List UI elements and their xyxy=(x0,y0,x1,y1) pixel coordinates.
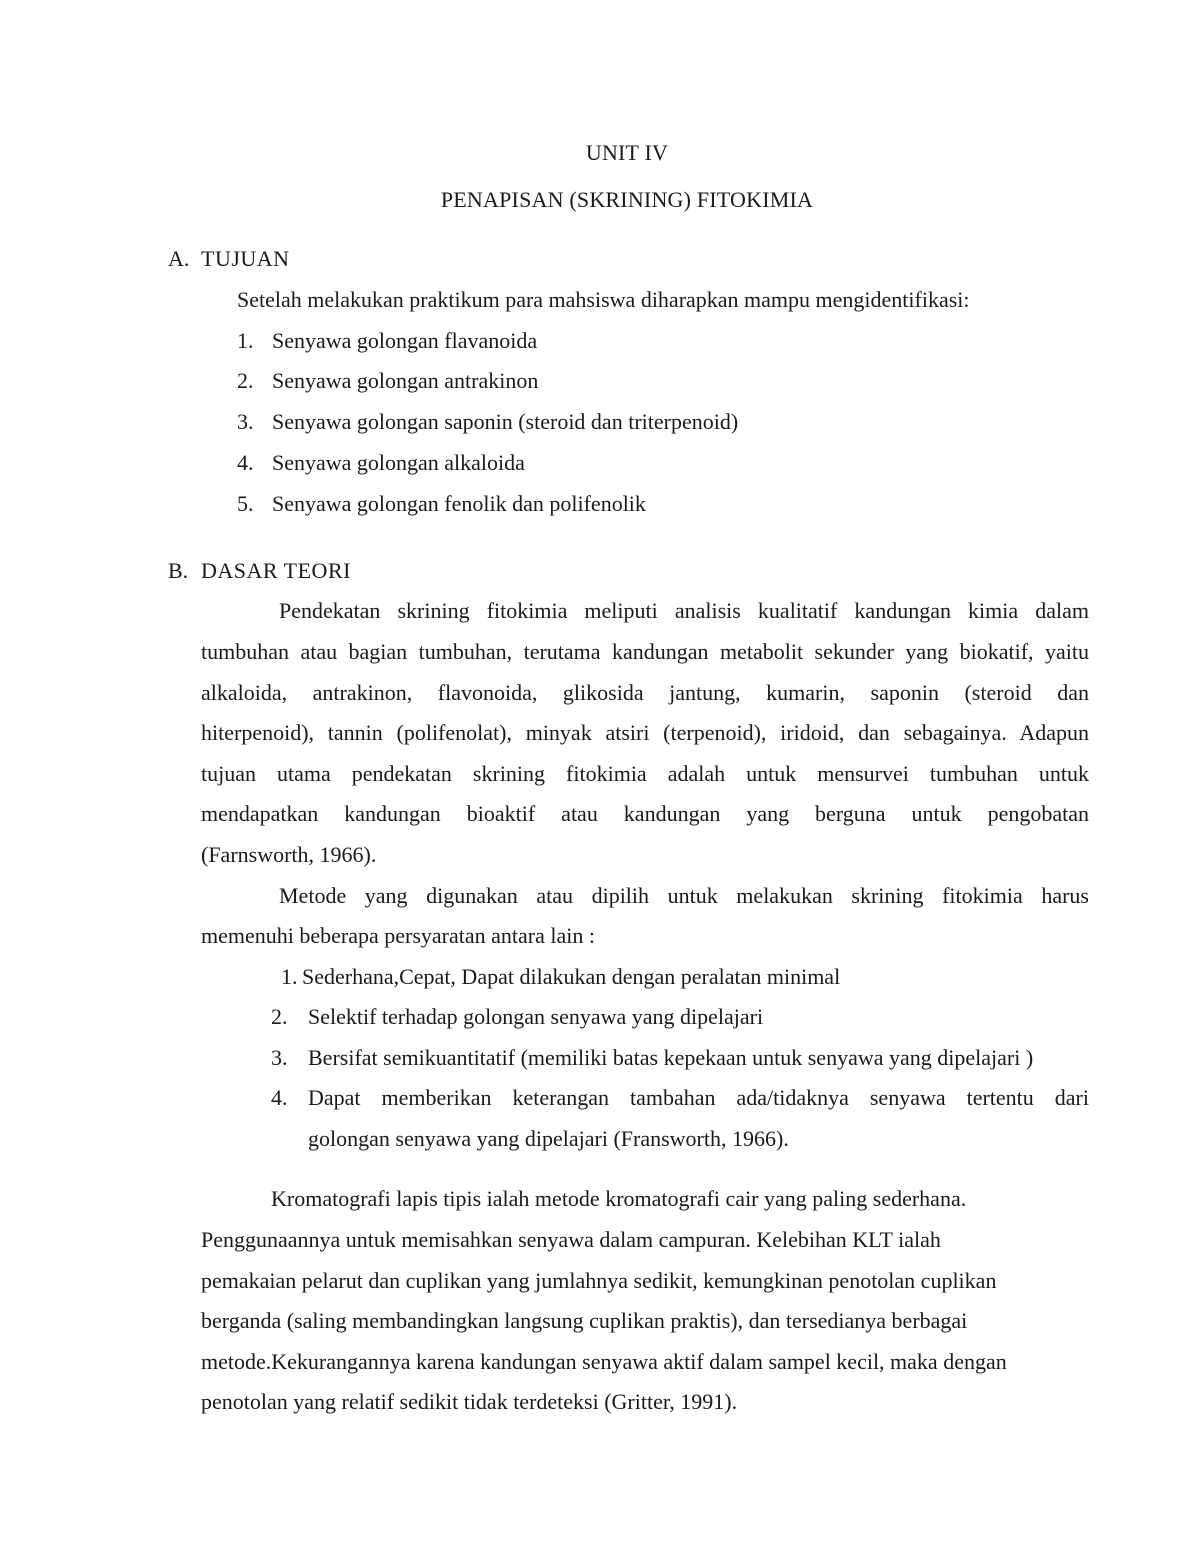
list-item: Senyawa golongan alkaloida xyxy=(272,450,525,475)
paragraph-line: hiterpenoid), tannin (polifenolat), minyak atsiri (terpenoid), iridoid, dan sebagainya. Adapun xyxy=(201,720,1089,745)
paragraph-line: Pendekatan skrining fitokimia meliputi analisis kualitatif kandungan kimia dalam xyxy=(279,598,1089,623)
list-item: Senyawa golongan antrakinon xyxy=(272,368,539,393)
paragraph-line: penotolan yang relatif sedikit tidak terdeteksi (Gritter, 1991). xyxy=(201,1389,738,1414)
list-item-continuation: golongan senyawa yang dipelajari (Fransworth, 1966). xyxy=(308,1126,789,1151)
section-a-intro: Setelah melakukan praktikum para mahsiswa diharapkan mampu mengidentifikasi: xyxy=(237,287,970,312)
list-item-number: 5. xyxy=(237,491,254,516)
paragraph-line: memenuhi beberapa persyaratan antara lain : xyxy=(201,923,595,948)
list-item: Sederhana,Cepat, Dapat dilakukan dengan peralatan minimal xyxy=(302,964,841,989)
list-item-number: 1. xyxy=(281,964,298,989)
list-item-number: 1. xyxy=(237,328,254,353)
list-item-number: 3. xyxy=(237,409,254,434)
list-item-number: 4. xyxy=(271,1085,288,1110)
list-item-number: 3. xyxy=(271,1045,288,1070)
paragraph-line: mendapatkan kandungan bioaktif atau kandungan yang berguna untuk pengobatan xyxy=(201,801,1089,826)
paragraph-line: Penggunaannya untuk memisahkan senyawa dalam campuran. Kelebihan KLT ialah xyxy=(201,1227,941,1252)
unit-label: UNIT IV xyxy=(585,140,669,165)
paragraph-line: tujuan utama pendekatan skrining fitokimia adalah untuk mensurvei tumbuhan untuk xyxy=(201,761,1089,786)
section-a-heading: TUJUAN xyxy=(201,246,290,271)
paragraph-line: berganda (saling membandingkan langsung cuplikan praktis), dan tersedianya berbagai xyxy=(201,1308,968,1333)
list-item-number: 2. xyxy=(237,368,254,393)
paragraph-line: alkaloida, antrakinon, flavonoida, glikosida jantung, kumarin, saponin (steroid dan xyxy=(201,680,1089,705)
paragraph-line: Kromatografi lapis tipis ialah metode kromatografi cair yang paling sederhana. xyxy=(271,1186,967,1211)
paragraph-line: tumbuhan atau bagian tumbuhan, terutama kandungan metabolit sekunder yang biokatif, yaitu xyxy=(201,639,1089,664)
section-a-letter: A. xyxy=(168,246,190,271)
list-item: Senyawa golongan flavanoida xyxy=(272,328,538,353)
document-title: PENAPISAN (SKRINING) FITOKIMIA xyxy=(440,187,814,212)
section-b-heading: DASAR TEORI xyxy=(201,558,351,583)
paragraph-line: pemakaian pelarut dan cuplikan yang jumlahnya sedikit, kemungkinan penotolan cuplikan xyxy=(201,1268,997,1293)
list-item: Selektif terhadap golongan senyawa yang dipelajari xyxy=(308,1004,764,1029)
paragraph-line: metode.Kekurangannya karena kandungan senyawa aktif dalam sampel kecil, maka dengan xyxy=(201,1349,1007,1374)
list-item: Dapat memberikan keterangan tambahan ada/tidaknya senyawa tertentu dari xyxy=(308,1085,1089,1110)
paragraph-line: Metode yang digunakan atau dipilih untuk melakukan skrining fitokimia harus xyxy=(279,883,1089,908)
list-item: Senyawa golongan saponin (steroid dan triterpenoid) xyxy=(272,409,739,434)
list-item-number: 2. xyxy=(271,1004,288,1029)
section-b-letter: B. xyxy=(168,558,189,583)
list-item: Senyawa golongan fenolik dan polifenolik xyxy=(272,491,646,516)
list-item-number: 4. xyxy=(237,450,254,475)
list-item: Bersifat semikuantitatif (memiliki batas kepekaan untuk senyawa yang dipelajari ) xyxy=(308,1045,1034,1070)
paragraph-line: (Farnsworth, 1966). xyxy=(201,842,377,867)
